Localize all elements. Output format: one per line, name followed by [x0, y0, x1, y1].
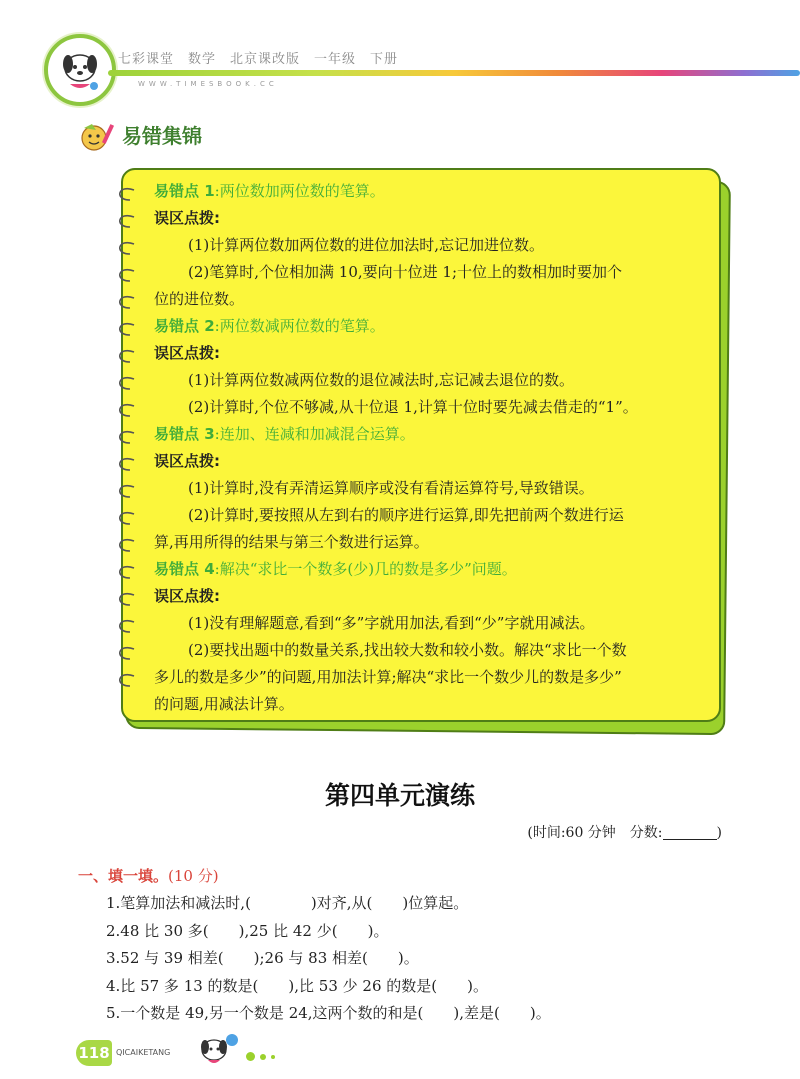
decor-dot: [260, 1054, 266, 1060]
point-label: 易错点 2: [154, 317, 215, 335]
point-3-heading: [154, 421, 714, 448]
time-score-line: [527, 822, 722, 842]
unit-title: 第四单元演练: [324, 781, 475, 810]
header-url: WWW.TIMESBOOK.CC: [138, 80, 278, 88]
question-list: [106, 890, 551, 1028]
tip-item-continuation: 算,再用所得的结果与第三个数进行运算。: [154, 533, 429, 551]
footer-brand: QICAIKETANG: [116, 1048, 171, 1057]
tip-item-continuation: 位的进位数。: [154, 290, 245, 308]
tip-label: 误区点拨:: [154, 209, 220, 227]
question-item[interactable]: 1.笔算加法和减法时,( )对齐,从( )位算起。: [106, 894, 469, 912]
tip-item: (2)笔算时,个位相加满 10,要向十位进 1;十位上的数相加时要加个: [188, 263, 623, 281]
decor-dot: [246, 1052, 255, 1061]
point-label: 易错点 3: [154, 425, 215, 443]
point-title: :解决“求比一个数多(少)几的数是多少”问题。: [214, 560, 517, 578]
dog-mascot-icon: [196, 1030, 242, 1070]
question-item[interactable]: 3.52 与 39 相差( );26 与 83 相差( )。: [106, 949, 419, 967]
tip-label: 误区点拨:: [154, 344, 220, 362]
question-item[interactable]: 5.一个数是 49,另一个数是 24,这两个数的和是( ),差是( )。: [106, 1004, 551, 1022]
decor-dot: [271, 1055, 275, 1059]
question-section-score: (10 分): [168, 867, 219, 885]
point-label: 易错点 1: [154, 182, 215, 200]
tip-item: (1)计算两位数减两位数的退位减法时,忘记减去退位的数。: [188, 371, 575, 389]
section-heading: 易错集锦: [122, 124, 202, 148]
score-blank[interactable]: [663, 825, 717, 840]
point-label: 易错点 4: [154, 560, 215, 578]
tip-item: (2)要找出题中的数量关系,找出较大数和较小数。解决“求比一个数: [188, 641, 627, 659]
tip-item-continuation: 的问题,用减法计算。: [154, 695, 294, 713]
point-1-heading: [154, 178, 714, 205]
spiral-binding-icon: [112, 186, 142, 716]
point-2-heading: [154, 313, 714, 340]
page-number: 118: [76, 1040, 112, 1066]
tip-item: (1)计算时,没有弄清运算顺序或没有看清运算符号,导致错误。: [188, 479, 594, 497]
dog-mascot-icon: [54, 44, 106, 96]
question-item[interactable]: 4.比 57 多 13 的数是( ),比 53 少 26 的数是( )。: [106, 976, 488, 995]
tip-label: 误区点拨:: [154, 587, 220, 605]
tip-item: (1)计算两位数加两位数的进位加法时,忘记加进位数。: [188, 236, 545, 254]
tip-label: 误区点拨:: [154, 452, 220, 470]
header-mascot-badge: [44, 34, 116, 106]
point-title: :两位数减两位数的笔算。: [214, 317, 385, 335]
header-rainbow-bar: [108, 70, 800, 76]
tip-item: (2)计算时,个位不够减,从十位退 1,计算十位时要先减去借走的“1”。: [188, 398, 638, 416]
question-section-title: 一、填一填。: [78, 867, 169, 885]
tip-item: (1)没有理解题意,看到“多”字就用加法,看到“少”字就用减法。: [188, 614, 595, 632]
notebook-content: [154, 178, 714, 718]
tip-item-continuation: 多儿的数是多少”的问题,用加法计算;解决“求比一个数少儿的数是多少”: [154, 668, 622, 686]
question-item[interactable]: 2.48 比 30 多( ),25 比 42 少( )。: [106, 921, 389, 940]
pencil-mascot-icon: [78, 120, 118, 154]
time-score-label: (时间:60 分钟 分数:: [527, 825, 663, 841]
point-4-heading: [154, 556, 714, 583]
tip-item: (2)计算时,要按照从左到右的顺序进行运算,即先把前两个数进行运: [188, 506, 624, 524]
time-score-close: ): [716, 825, 722, 841]
point-title: :两位数加两位数的笔算。: [214, 182, 385, 200]
header-title: 七彩课堂 数学 北京课改版 一年级 下册: [118, 52, 399, 67]
point-title: :连加、连减和加减混合运算。: [214, 425, 415, 443]
question-section-heading: [78, 865, 219, 886]
